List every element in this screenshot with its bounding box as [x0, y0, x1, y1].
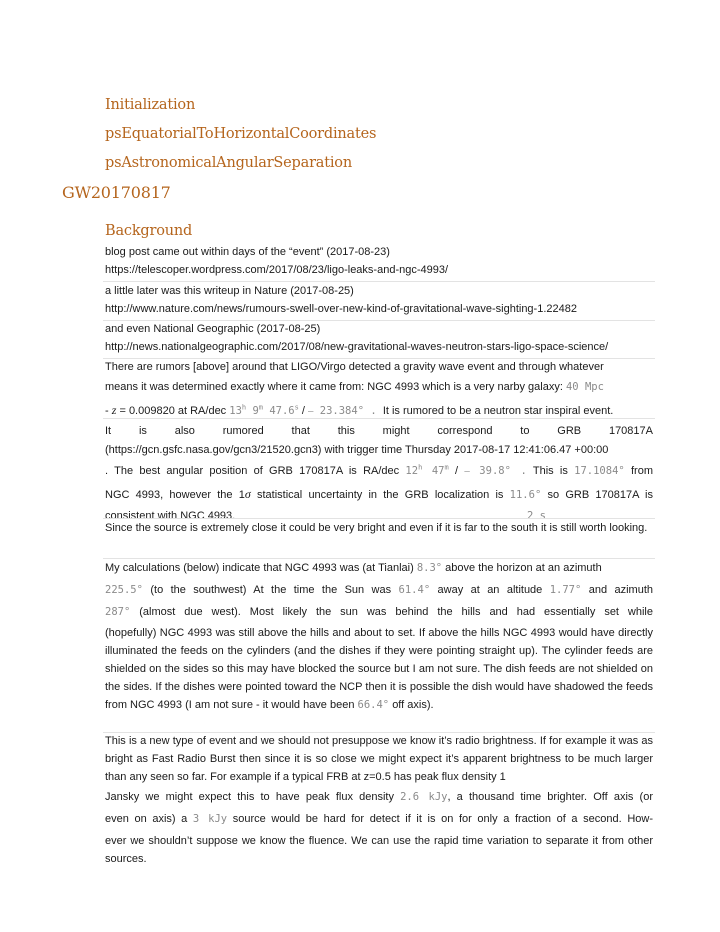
p5-text: source would be hard for detect if it is on for only a fraction of a second. How- — [232, 813, 653, 825]
p4-text: off axis). — [392, 699, 434, 711]
p3-text: Since the source is extremely close it could be very bright and even if it is far to the south it is still worth looking. — [105, 522, 648, 534]
paragraph-radio-brightness — [105, 732, 653, 868]
dec-value: – 23.384° . — [308, 405, 377, 417]
p4-line2 — [105, 581, 653, 600]
p4-text: My calculations (below) indicate that NGC 4993 was (at Tianlai) — [105, 562, 414, 574]
p5-text: , a thousand time brighter. Off axis (or — [447, 791, 653, 803]
flux-offaxis-value: 3 kJy — [192, 813, 228, 825]
separation-value: 17.1084° — [574, 465, 625, 477]
redshift-symbol: z — [111, 403, 117, 417]
p4-line4 — [105, 624, 653, 714]
p5-line2 — [105, 788, 653, 806]
delay-value: 2 s — [527, 510, 546, 522]
paragraph-grb — [105, 422, 653, 526]
p1-line3 — [105, 401, 653, 423]
cell-divider — [103, 281, 655, 282]
paragraph-rumors — [105, 358, 653, 423]
altitude-value: 8.3° — [416, 562, 443, 574]
cell-divider — [103, 418, 655, 419]
section-angular-separation[interactable]: psAstronomicalAngularSeparation — [105, 155, 352, 171]
section-gw20170817[interactable]: GW20170817 — [62, 183, 171, 202]
p4-text: above the horizon at an azimuth — [445, 562, 602, 574]
ref-nature-desc: a little later was this writeup in Nature (2017-08-25) — [105, 285, 354, 297]
p2-text: consistent with NGC 4993. — [105, 510, 236, 522]
p2-text: This is — [532, 465, 568, 477]
p4-text: (hopefully) NGC 4993 was still above the hills and about to set. If above the hills NGC 4993 would have directly illuminated the feeds on the cylinders (and the dishes if they were pointing straight up). The cylinder feeds are shielded on the sides so this may have blocked the source but I am not sure. The dish feeds are not shielded on the sides. If the dishes were pointed toward the NCP then it is possible the dish would have shadowed the feeds from NGC 4993 (I am not sure - it would have been — [105, 627, 653, 711]
ref-natgeo-url[interactable]: http://news.nationalgeographic.com/2017/08/new-gravitational-waves-neutron-stars-ligo-space-science/ — [105, 340, 609, 353]
section-background[interactable]: Background — [105, 223, 193, 239]
azimuth-value: 225.5° — [105, 584, 143, 596]
p2-slash: / — [448, 465, 465, 477]
p4-text: away at an altitude — [437, 584, 543, 596]
p4-line3 — [105, 603, 653, 622]
p1-text: = 0.009820 at RA/dec — [116, 405, 230, 417]
sun-altitude-value: 1.77° — [549, 584, 582, 596]
ref-blog-desc: blog post came out within days of the “event” (2017-08-23) — [105, 246, 390, 258]
uncertainty-value: 11.6° — [509, 488, 542, 501]
section-initialization[interactable]: Initialization — [105, 97, 196, 113]
distance-value: 40 Mpc — [565, 380, 604, 393]
grb-ra-value: 12$^h$ 47$^m$ — [405, 463, 449, 477]
sigma-symbol: σ — [244, 486, 251, 501]
p5-line1: This is a new type of event and we should not presuppose we know it’s radio brightness. If for example it was as bright as Fast Radio Burst then since it is so close we might expect it’s apparent brightness to be much larger than any seen so far. For example if a typical FRB at z=0.5 has peak flux density 1 — [105, 735, 653, 783]
p5-line3 — [105, 810, 653, 828]
p2-line4 — [105, 485, 653, 505]
p1-text: means it was determined exactly where it came from: NGC 4993 which is a very narby galaxy: — [105, 380, 563, 393]
p2-line3 — [105, 462, 653, 482]
ref-nature — [105, 283, 653, 318]
p1-slash: / — [298, 405, 309, 417]
ref-blog — [105, 244, 653, 279]
p2-text: . The best angular position of GRB 170817A is RA/dec — [105, 465, 406, 477]
ref-natgeo-desc: and even National Geographic (2017-08-25) — [105, 323, 321, 335]
sun-separation-value: 61.4° — [398, 584, 431, 596]
p1-text: It is rumored to be a neutron star inspiral event. — [382, 405, 614, 417]
paragraph-bright — [105, 519, 653, 538]
ref-nature-url[interactable]: http://www.nature.com/news/rumours-swell-over-new-kind-of-gravitational-wave-sighting-1.22482 — [105, 302, 577, 315]
p5-text: even on axis) a — [105, 813, 188, 825]
ra-value: 13$^h$ 9$^m$ 47.6$^s$ — [229, 403, 299, 417]
p2-text: so GRB 170817A is — [547, 488, 653, 501]
p1-dash: - — [105, 405, 112, 417]
sun-azimuth-value: 287° — [105, 606, 131, 618]
p1-line1: There are rumors [above] around that LIGO/Virgo detected a gravity wave event and through whatever — [105, 361, 604, 373]
p4-text: (almost due west). Most likely the sun was behind the hills and had essentially set while — [139, 606, 653, 618]
p2-text: from — [631, 465, 653, 477]
p2-line2: (https://gcn.gsfc.nasa.gov/gcn3/21520.gcn3) with trigger time Thursday 2017-08-17 12:41:06.47 +00:00 — [105, 443, 609, 456]
p2-text: NGC 4993, however the 1 — [105, 488, 245, 501]
p4-text: and azimuth — [588, 584, 654, 596]
p4-text: (to the southwest) At the time the Sun was — [150, 584, 392, 596]
p4-line1 — [105, 559, 653, 578]
paragraph-calculations — [105, 559, 653, 714]
p1-line2 — [105, 378, 653, 398]
ref-blog-url[interactable]: https://telescoper.wordpress.com/2017/08/23/ligo-leaks-and-ngc-4993/ — [105, 263, 449, 276]
flux-density-value: 2.6 kJy — [400, 791, 448, 803]
section-equatorial-to-horizontal[interactable]: psEquatorialToHorizontalCoordinates — [105, 126, 377, 142]
ref-natgeo — [105, 321, 653, 356]
p2-line1: It is also rumored that this might correspond to GRB 170817A — [105, 425, 653, 437]
p5-text: Jansky we might expect this to have peak flux density — [105, 791, 394, 803]
p5-line4: ever we shouldn’t suppose we know the fluence. We can use the rapid time variation to separate it from other sources. — [105, 835, 653, 865]
ncp-offaxis-value: 66.4° — [357, 699, 390, 711]
grb-dec-value: – 39.8° . — [464, 465, 527, 477]
p2-text: statistical uncertainty in the GRB localization is — [250, 488, 504, 501]
